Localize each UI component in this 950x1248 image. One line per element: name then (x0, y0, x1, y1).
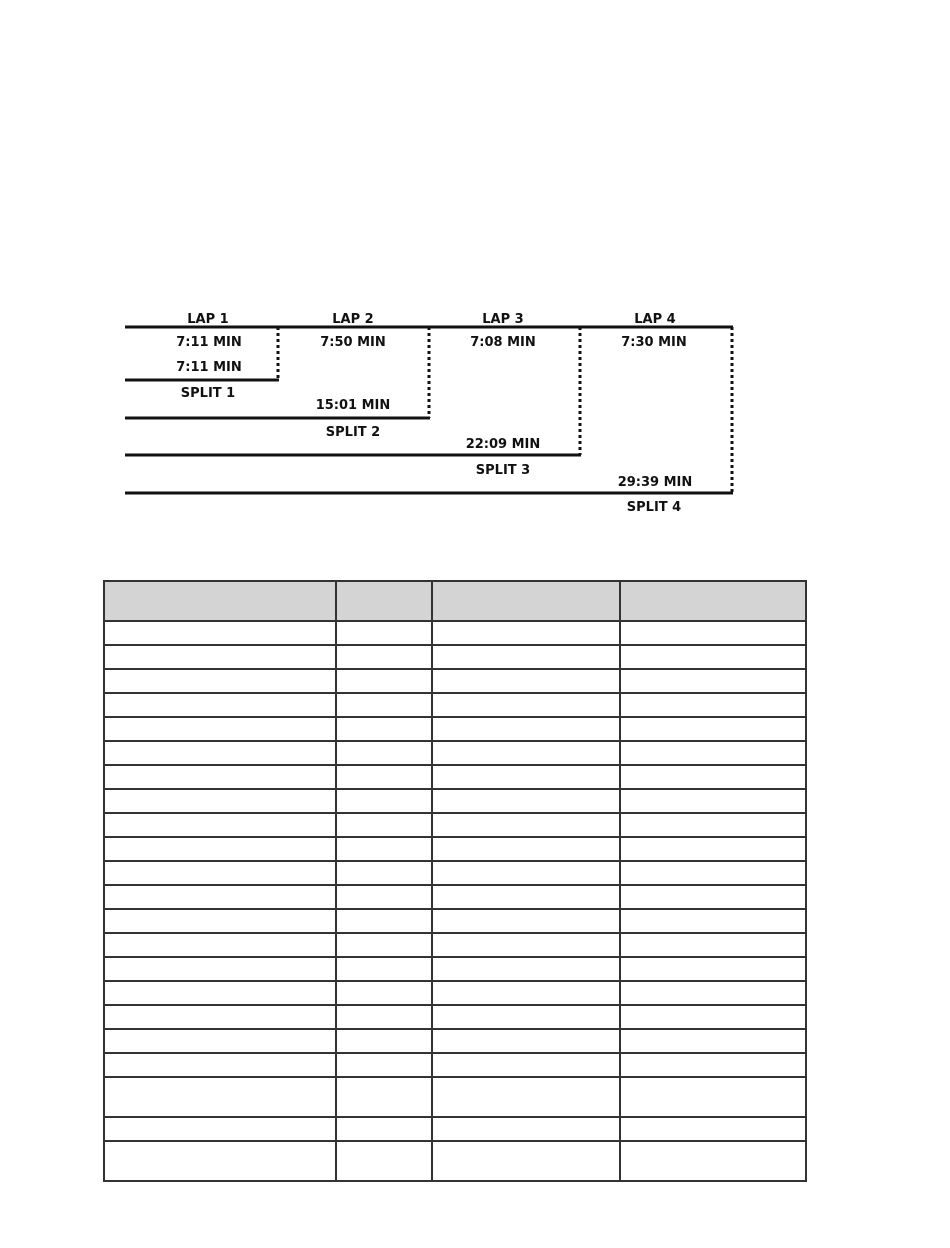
lap-2-time: 7:50 MIN (320, 335, 386, 350)
table-cell (104, 885, 336, 909)
table-cell (104, 861, 336, 885)
header-cell (432, 581, 620, 621)
table-cell (336, 837, 432, 861)
lap-1-label: LAP 1 (187, 312, 229, 327)
table-cell (620, 837, 806, 861)
table-row (104, 933, 806, 957)
table-cell (432, 885, 620, 909)
table-cell (336, 885, 432, 909)
table-row (104, 693, 806, 717)
table-cell (432, 693, 620, 717)
table-cell (432, 957, 620, 981)
table-cell (620, 933, 806, 957)
lap-3-time: 7:08 MIN (470, 335, 536, 350)
table-cell (104, 837, 336, 861)
table-row (104, 669, 806, 693)
table-cell (336, 1117, 432, 1141)
table-cell (104, 1141, 336, 1181)
table-cell (432, 1077, 620, 1117)
table-cell (432, 909, 620, 933)
table-cell (336, 621, 432, 645)
split-4-label: SPLIT 4 (626, 500, 682, 515)
table-cell (104, 981, 336, 1005)
table-row (104, 1117, 806, 1141)
table-row (104, 621, 806, 645)
table-row (104, 957, 806, 981)
table-row (104, 765, 806, 789)
table-cell (336, 741, 432, 765)
table-cell (432, 765, 620, 789)
table-cell (432, 1005, 620, 1029)
table-row (104, 909, 806, 933)
table-cell (620, 789, 806, 813)
table-cell (336, 1029, 432, 1053)
table-cell (620, 861, 806, 885)
table-row (104, 741, 806, 765)
table-cell (432, 669, 620, 693)
table-cell (432, 1141, 620, 1181)
table-cell (620, 645, 806, 669)
table-row (104, 1141, 806, 1181)
table-cell (432, 981, 620, 1005)
lap-2-label: LAP 2 (332, 312, 374, 327)
table-row (104, 789, 806, 813)
table-cell (104, 789, 336, 813)
table-cell (432, 789, 620, 813)
table-cell (336, 789, 432, 813)
table-cell (432, 717, 620, 741)
table-cell (620, 981, 806, 1005)
lap-split-diagram (0, 0, 950, 540)
table-cell (104, 933, 336, 957)
table-cell (104, 1029, 336, 1053)
table-row (104, 813, 806, 837)
table-cell (620, 1117, 806, 1141)
table-cell (336, 1077, 432, 1117)
lap-4-label: LAP 4 (634, 312, 676, 327)
table-cell (620, 909, 806, 933)
table-cell (336, 717, 432, 741)
blank-data-table (103, 580, 807, 1182)
table-cell (336, 1005, 432, 1029)
lap-3-label: LAP 3 (482, 312, 524, 327)
table-cell (104, 813, 336, 837)
split-4-time: 29:39 MIN (617, 475, 693, 490)
table-cell (104, 909, 336, 933)
table-cell (620, 693, 806, 717)
table-cell (104, 717, 336, 741)
table-cell (336, 765, 432, 789)
table-cell (620, 1141, 806, 1181)
table-cell (432, 861, 620, 885)
table-cell (104, 957, 336, 981)
table-cell (336, 933, 432, 957)
split-3-label: SPLIT 3 (475, 463, 531, 478)
table-cell (104, 645, 336, 669)
table-header-row (104, 581, 806, 621)
table-cell (336, 669, 432, 693)
table-cell (336, 957, 432, 981)
table-cell (104, 741, 336, 765)
header-cell (620, 581, 806, 621)
table-cell (336, 909, 432, 933)
table-cell (432, 1117, 620, 1141)
header-cell (336, 581, 432, 621)
table-cell (620, 1029, 806, 1053)
table-row (104, 1029, 806, 1053)
split-1-time: 7:11 MIN (176, 360, 242, 375)
table-cell (432, 621, 620, 645)
split-1-label: SPLIT 1 (180, 386, 236, 401)
table-row (104, 1077, 806, 1117)
split-2-label: SPLIT 2 (325, 425, 381, 440)
table-cell (432, 645, 620, 669)
split-3-time: 22:09 MIN (465, 437, 541, 452)
table-cell (620, 1077, 806, 1117)
table-cell (336, 861, 432, 885)
table-row (104, 717, 806, 741)
table-cell (104, 669, 336, 693)
table-cell (336, 1053, 432, 1077)
table-cell (336, 645, 432, 669)
table-row (104, 837, 806, 861)
table-cell (104, 1077, 336, 1117)
table-row (104, 885, 806, 909)
table-row (104, 1053, 806, 1077)
table-cell (620, 1053, 806, 1077)
table-cell (620, 885, 806, 909)
table-cell (620, 765, 806, 789)
table-row (104, 1005, 806, 1029)
lap-4-time: 7:30 MIN (621, 335, 687, 350)
table-cell (620, 957, 806, 981)
table-row (104, 861, 806, 885)
table-cell (104, 693, 336, 717)
table-cell (620, 1005, 806, 1029)
table-cell (432, 1029, 620, 1053)
table-cell (104, 1053, 336, 1077)
table-cell (620, 741, 806, 765)
table-cell (104, 765, 336, 789)
table-cell (620, 813, 806, 837)
header-cell (104, 581, 336, 621)
table-cell (104, 621, 336, 645)
table-cell (432, 741, 620, 765)
table-cell (336, 1141, 432, 1181)
lap-1-time: 7:11 MIN (176, 335, 242, 350)
table-cell (432, 933, 620, 957)
table-cell (104, 1005, 336, 1029)
table-cell (620, 621, 806, 645)
table-cell (336, 693, 432, 717)
split-2-time: 15:01 MIN (315, 398, 391, 413)
table-cell (432, 813, 620, 837)
table-cell (432, 1053, 620, 1077)
table-cell (336, 981, 432, 1005)
table-cell (432, 837, 620, 861)
table-row (104, 645, 806, 669)
table-cell (336, 813, 432, 837)
table-cell (620, 669, 806, 693)
table-cell (620, 717, 806, 741)
table-cell (104, 1117, 336, 1141)
table-row (104, 981, 806, 1005)
